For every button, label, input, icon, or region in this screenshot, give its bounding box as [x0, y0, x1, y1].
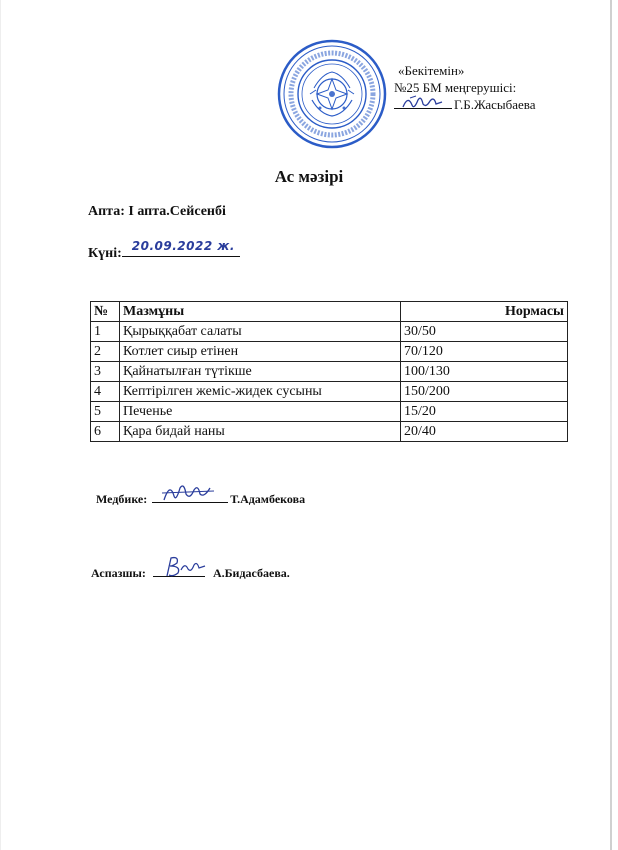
cook-sign-line	[153, 564, 205, 577]
menu-table	[90, 301, 568, 442]
cook-signature-icon	[161, 554, 207, 580]
seal-icon	[276, 38, 388, 150]
row-norm: 15/20	[401, 402, 568, 422]
header-norm: Нормасы	[401, 302, 568, 322]
row-number: 5	[91, 402, 120, 422]
row-dish: Қырыққабат салаты	[120, 322, 401, 342]
handwritten-signature-icon	[400, 92, 444, 112]
cook-signature-row	[91, 564, 290, 581]
row-number: 3	[91, 362, 120, 382]
row-norm: 70/120	[401, 342, 568, 362]
row-norm: 100/130	[401, 362, 568, 382]
page-edge-left	[0, 0, 1, 850]
row-number: 2	[91, 342, 120, 362]
header-content: Мазмұны	[120, 302, 401, 322]
row-number: 4	[91, 382, 120, 402]
table-row	[91, 402, 568, 422]
row-number: 6	[91, 422, 120, 442]
table-row	[91, 322, 568, 342]
approval-position: №25 БМ меңгерушісі:	[394, 80, 517, 95]
week-label: Апта: І апта.Сейсенбі	[88, 204, 226, 219]
row-norm: 150/200	[401, 382, 568, 402]
date-field	[122, 239, 240, 257]
date-label: Күні:	[88, 246, 122, 261]
row-norm: 30/50	[401, 322, 568, 342]
table-row	[91, 342, 568, 362]
date-value: 20.09.2022 ж.	[131, 239, 235, 253]
nurse-name: Т.Адамбекова	[230, 492, 306, 506]
nurse-label: Медбике:	[96, 492, 148, 506]
row-dish: Печенье	[120, 402, 401, 422]
table-row	[91, 422, 568, 442]
row-dish: Кептірілген жеміс-жидек сусыны	[120, 382, 401, 402]
cook-label: Аспазшы:	[91, 566, 146, 580]
table-header-row	[91, 302, 568, 322]
row-dish: Котлет сиыр етінен	[120, 342, 401, 362]
approval-block	[394, 62, 536, 113]
nurse-signature-row	[96, 490, 305, 507]
nurse-sign-line	[152, 490, 228, 503]
header-number: №	[91, 302, 120, 322]
table-row	[91, 382, 568, 402]
page-title: Ас мәзірі	[274, 167, 344, 186]
row-dish: Қара бидай наны	[120, 422, 401, 442]
approval-name: Г.Б.Жасыбаева	[454, 97, 536, 112]
row-number: 1	[91, 322, 120, 342]
row-norm: 20/40	[401, 422, 568, 442]
row-dish: Қайнатылған түтікше	[120, 362, 401, 382]
cook-name: А.Бидасбаева.	[212, 566, 290, 580]
date-row	[88, 239, 240, 262]
page-edge-right	[610, 0, 612, 850]
approval-title: «Бекітемін»	[398, 63, 465, 78]
round-seal-stamp	[276, 38, 388, 150]
approval-signature-line	[394, 96, 536, 113]
table-row	[91, 362, 568, 382]
nurse-signature-icon	[160, 480, 218, 504]
